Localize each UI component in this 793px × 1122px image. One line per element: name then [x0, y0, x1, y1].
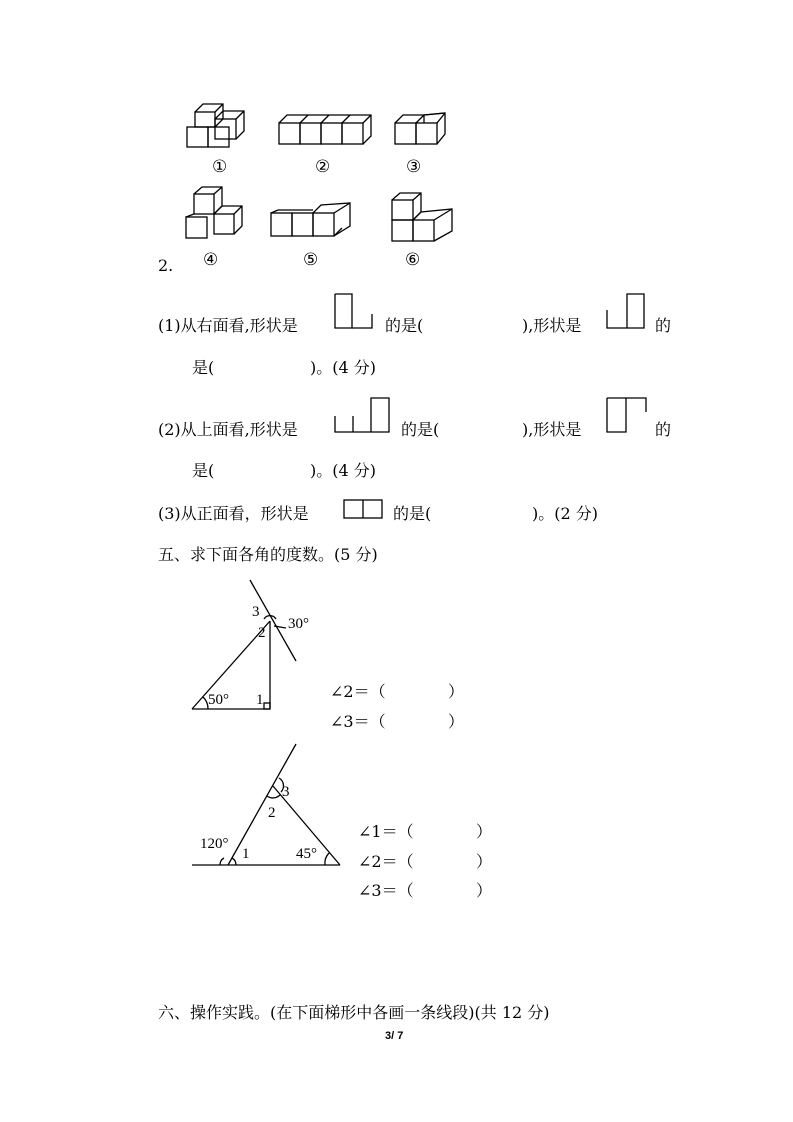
- fig1-answer-3-close: ）: [448, 712, 465, 731]
- fig2-label-1: 1: [242, 846, 250, 862]
- q2-part1-text-c: ),形状是: [522, 316, 582, 335]
- fig1-label-50: 50°: [208, 692, 229, 708]
- cube-figure-2: [276, 112, 372, 148]
- q2-part3-text-a: (3)从正面看，形状是: [158, 504, 309, 523]
- cube-label-6: ⑥: [405, 250, 421, 270]
- cube-label-1: ①: [212, 157, 228, 177]
- q2-part3-text-c: )。(2 分): [532, 504, 598, 523]
- shape-front-view: [342, 498, 386, 522]
- fig2-label-120: 120°: [200, 836, 229, 852]
- shape-right-view-2: [604, 292, 648, 332]
- fig2-label-3: 3: [282, 784, 290, 800]
- angle-figure-1: [186, 576, 306, 716]
- fig2-answer-3: ∠3＝（: [358, 881, 414, 900]
- q2-part3-text-b: 的是(: [393, 504, 432, 523]
- fig1-label-2: 2: [258, 625, 266, 641]
- q2-part2-text-e: 是(: [192, 461, 215, 480]
- page-number: 3/ 7: [385, 1030, 404, 1042]
- fig1-label-3: 3: [252, 604, 260, 620]
- fig2-label-2: 2: [268, 805, 276, 821]
- cube-figure-1: [184, 100, 248, 150]
- fig2-answer-1-close: ）: [476, 822, 493, 841]
- q2-part2-text-d: 的: [655, 420, 672, 439]
- fig1-label-1: 1: [256, 692, 264, 708]
- cube-label-4: ④: [203, 250, 219, 270]
- q2-part2-text-a: (2)从上面看,形状是: [158, 420, 298, 439]
- fig2-answer-2: ∠2＝（: [358, 852, 414, 871]
- q2-part2-text-f: )。(4 分): [310, 461, 376, 480]
- cube-figure-6: [389, 190, 457, 244]
- cube-figure-5: [268, 200, 358, 242]
- cube-figure-4: [182, 184, 248, 242]
- fig2-label-45: 45°: [296, 846, 317, 862]
- cube-label-5: ⑤: [303, 250, 319, 270]
- fig1-answer-2-close: ）: [448, 682, 465, 701]
- shape-right-view-1: [332, 292, 376, 332]
- cube-label-3: ③: [406, 157, 422, 177]
- shape-top-view-1: [332, 396, 394, 436]
- cube-figure-3: [392, 110, 456, 150]
- fig1-label-30: 30°: [288, 616, 309, 632]
- shape-top-view-2: [604, 396, 650, 436]
- cube-label-2: ②: [315, 157, 331, 177]
- q2-part1-text-f: )。(4 分): [310, 358, 376, 377]
- section-6-title: 六、操作实践。(在下面梯形中各画一条线段)(共 12 分): [158, 1003, 550, 1022]
- q2-part1-text-d: 的: [655, 316, 672, 335]
- fig2-answer-3-close: ）: [476, 881, 493, 900]
- fig2-answer-2-close: ）: [476, 852, 493, 871]
- q2-part2-text-b: 的是(: [401, 420, 440, 439]
- q2-part1-text-a: (1)从右面看,形状是: [158, 316, 298, 335]
- q2-part1-text-e: 是(: [192, 358, 215, 377]
- section-5-title: 五、求下面各角的度数。(5 分): [158, 545, 378, 564]
- fig1-answer-2: ∠2＝（: [330, 682, 386, 701]
- fig2-answer-1: ∠1＝（: [358, 822, 414, 841]
- q2-part2-text-c: ),形状是: [522, 420, 582, 439]
- q2-part1-text-b: 的是(: [385, 316, 424, 335]
- fig1-answer-3: ∠3＝（: [330, 712, 386, 731]
- question-2-number: 2.: [158, 256, 174, 275]
